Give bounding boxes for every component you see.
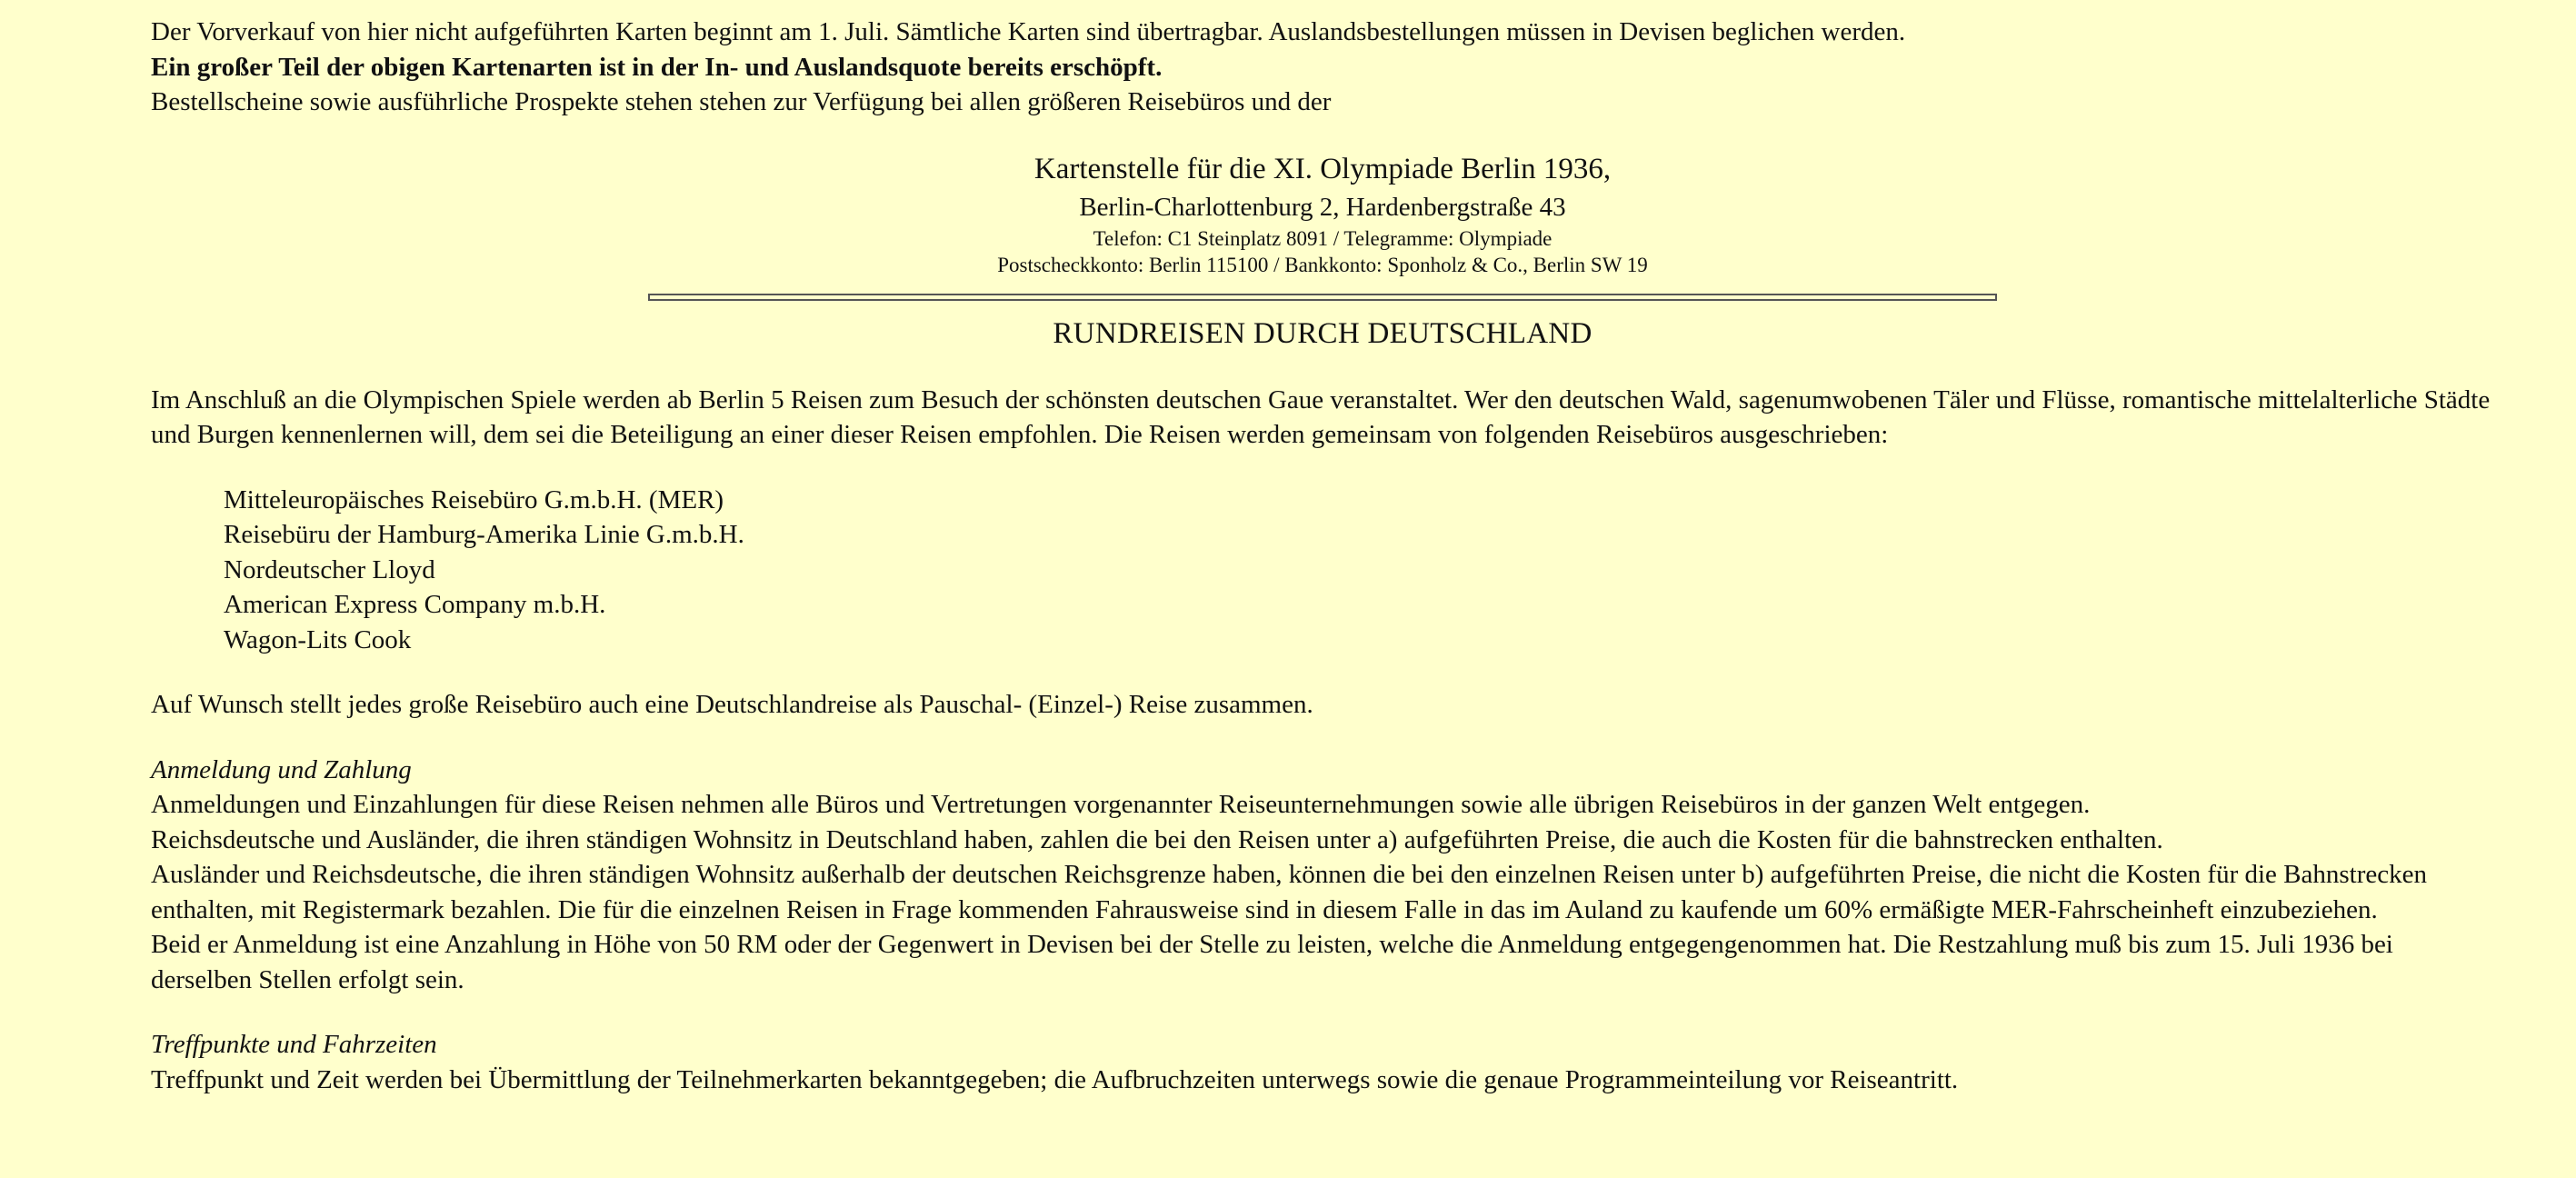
treffpunkte-paragraph: Treffpunkt und Zeit werden bei Übermittlung der Teilnehmerkarten bekanntgegeben; die Aufbruchzeiten unterwegs sowie die genaue Programmeinteilung vor Reiseantritt. [151, 1064, 1959, 1094]
treffpunkte-heading: Treffpunkte und Fahrzeiten [151, 1030, 437, 1059]
presale-note: Der Vorverkauf von hier nicht aufgeführten Karten beginnt am 1. Juli. Sämtliche Karten sind übertragbar. Auslandsbestellungen müssen in Devisen beglichen werden. [151, 17, 1906, 46]
list-item: Nordeutscher Lloyd [224, 554, 435, 584]
horizontal-rule [648, 294, 1997, 301]
agency-list [224, 483, 2494, 658]
custom-trip-note: Auf Wunsch stellt jedes große Reisebüro auch eine Deutschlandreise als Pauschal- (Einzel-) Reise zusammen. [151, 690, 1313, 719]
kartenstelle-phone: Telefon: C1 Steinplatz 8091 / Telegramme: Olympiade [1093, 226, 1553, 250]
kartenstelle-address: Berlin-Charlottenburg 2, Hardenbergstraße 43 [1079, 192, 1566, 222]
anmeldung-heading: Anmeldung und Zahlung [151, 754, 412, 784]
kartenstelle-block [151, 149, 2494, 278]
kartenstelle-title: Kartenstelle für die XI. Olympiade Berlin 1936, [1033, 152, 1612, 185]
section-intro: Im Anschluß an die Olympischen Spiele werden ab Berlin 5 Reisen zum Besuch der schönsten deutschen Gaue veranstaltet. Wer den deutschen Wald, sagenumwobenen Täler und Flüsse, romantische mittelalterliche Städte und Burgen kennenlernen will, dem sei die Beteiligung an einer dieser Reisen empfohlen. Die Reisen werden gemeinsam von folgenden Reisebüros ausgeschrieben: [151, 384, 2491, 449]
anmeldung-paragraph: Reichsdeutsche und Ausländer, die ihren ständigen Wohnsitz in Deutschland haben, zahlen die bei den Reisen unter a) aufgeführten Preise, die auch die Kosten für die bahnstrecken enthalten. [151, 824, 2163, 854]
list-item: Wagon-Lits Cook [224, 624, 412, 654]
section-heading: RUNDREISEN DURCH DEUTSCHLAND [1053, 316, 1593, 350]
anmeldung-paragraph: Ausländer und Reichsdeutsche, die ihren ständigen Wohnsitz außerhalb der deutschen Reichsgrenze haben, können die bei den einzelnen Reisen unter b) aufgeführten Preise, die nicht die Kosten für die Bahnstrecken enthalten, mit Registermark bezahlen. Die für die einzelnen Reisen in Frage kommenden Fahrausweise sind in diesem Falle in das im Auland zu kaufende um 60% ermäßigte MER-Fahrscheinheft einzubeziehen. [151, 860, 2427, 924]
list-item: American Express Company m.b.H. [224, 590, 606, 619]
anmeldung-paragraph: Anmeldungen und Einzahlungen für diese Reisen nehmen alle Büros und Vertretungen vorgenannter Reiseunternehmungen sowie alle übrigen Reisebüros in der ganzen Welt entgegen. [151, 790, 2091, 819]
anmeldung-paragraph: Beid er Anmeldung ist eine Anzahlung in Höhe von 50 RM oder der Gegenwert in Devisen bei der Stelle zu leisten, welche die Anmeldung entgegengenommen hat. Die Restzahlung muß bis zum 15. Juli 1936 bei derselben Stellen erfolgt sein. [151, 930, 2393, 994]
quota-exhausted-note: Ein großer Teil der obigen Kartenarten ist in der In- und Auslandsquote bereits erschöpft. [151, 52, 1163, 82]
list-item: Mitteleuropäisches Reisebüro G.m.b.H. (MER) [224, 484, 724, 514]
kartenstelle-account: Postscheckkonto: Berlin 115100 / Bankkonto: Sponholz & Co., Berlin SW 19 [997, 253, 1648, 276]
list-item: Reisebüru der Hamburg-Amerika Linie G.m.b.H. [224, 520, 744, 549]
order-forms-note: Bestellscheine sowie ausführliche Prospekte stehen stehen zur Verfügung bei allen größeren Reisebüros und der [151, 87, 1332, 116]
